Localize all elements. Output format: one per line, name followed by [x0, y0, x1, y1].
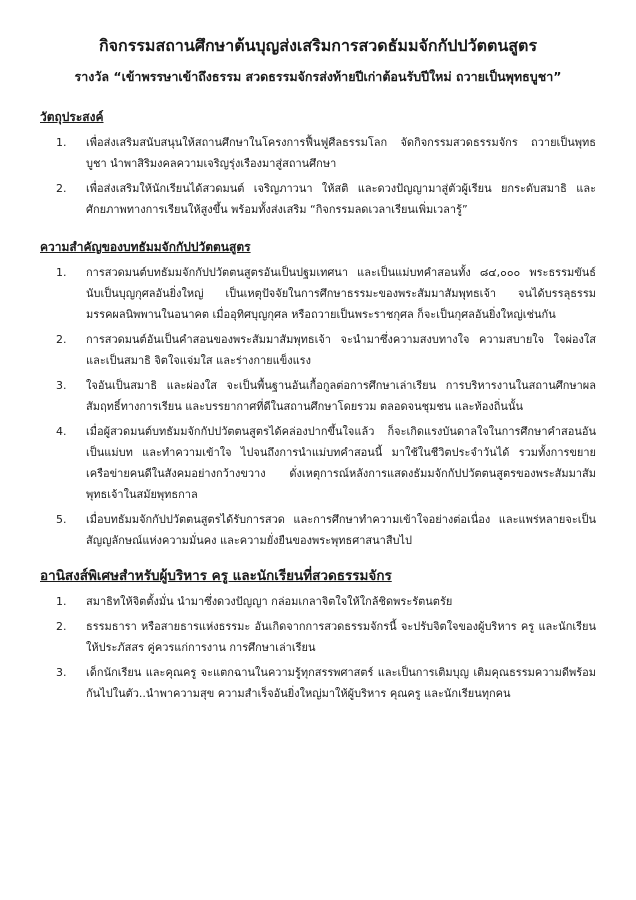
item-text: สมาธิทให้จิตตั้งมั่น นำมาซึ่งดวงปัญญา กล่อมเกลาจิตใจให้ใกล้ชิดพระรัตนตรัย: [86, 595, 453, 608]
item-number: 1.: [56, 595, 67, 608]
item-number: 1.: [56, 136, 67, 149]
list-item: [40, 421, 596, 505]
section-heading-objectives: วัตถุประสงค์: [40, 110, 104, 124]
item-number: 3.: [56, 379, 67, 392]
list-item: [40, 375, 596, 417]
list-item: [40, 329, 596, 371]
item-number: 1.: [56, 266, 67, 279]
section-heading-special-benefits: อานิสงส์พิเศษสำหรับผู้บริหาร ครู และนักเรียนที่สวดธรรมจักร: [40, 568, 392, 584]
item-text: ธรรมธารา หรือสายธารแห่งธรรมะ อันเกิดจากการสวดธรรมจักรนี้ จะปรับจิตใจของผู้บริหาร ครู และนักเรียน ให้ประภัสสร คู่ควรแก่การงาน การศึกษาเล่าเรียน: [86, 620, 596, 654]
list-item: [40, 662, 596, 704]
list-item: [40, 509, 596, 551]
list-item: [40, 591, 596, 612]
list-item: [40, 262, 596, 325]
section-importance: [40, 238, 596, 551]
item-text: การสวดมนต์อันเป็นคำสอนของพระสัมมาสัมพุทธเจ้า จะนำมาซึ่งความสงบทางใจ ความสบายใจ ใจผ่องใสและเป็นสมาธิ จิตใจแจ่มใส และร่างกายแข็งแรง: [86, 333, 596, 367]
list-item: [40, 178, 596, 220]
item-text: เพื่อส่งเสริมให้นักเรียนได้สวดมนต์ เจริญภาวนา ให้สติ และดวงปัญญามาสู่ตัวผู้เรียน ยกระดับสมาธิ และศักยภาพทางการเรียนให้สูงขึ้น พร้อมทั้งส่งเสริม “กิจกรรมลดเวลาเรียนเพิ่มเวลารู้”: [86, 182, 596, 216]
item-text: เด็กนักเรียน และคุณครู จะแตกฉานในความรู้ทุกสรรพศาสตร์ และเป็นการเติมบุญ เติมคุณธรรมความดีพร้อมกันไปในตัว..นำพาความสุข ความสำเร็จอันยิ่งใหญ่มาให้ผู้บริหาร คุณครู และนักเรียนทุกคน: [86, 666, 596, 700]
item-number: 5.: [56, 513, 67, 526]
item-number: 2.: [56, 620, 67, 633]
item-number: 2.: [56, 333, 67, 346]
benefits-list: [40, 591, 596, 704]
item-text: เมื่อผู้สวดมนต์บทธัมมจักกัปปวัตตนสูตรได้คล่องปากขึ้นใจแล้ว ก็จะเกิดแรงบันดาลใจในการศึกษาคำสอนอันเป็นแม่บท และทำความเข้าใจ ไปจนถึงการนำแม่บทคำสอนนี้ มาใช้ในชีวิตประจำวันได้ รวมทั้งการขยายเครือข่ายคนดีในสังคมอย่างกว้างขวาง ดั่งเหตุการณ์หลังการแสดงธัมมจักกัปปวัตตนสูตรของพระสัมมาสัมพุทธเจ้าในสมัยพุทธกาล: [86, 425, 596, 501]
list-item: [40, 132, 596, 174]
item-text: การสวดมนต์บทธัมมจักกัปปวัตตนสูตรอันเป็นปฐมเทศนา และเป็นแม่บทคำสอนทั้ง ๘๔,๐๐๐ พระธรรมขันธ์ นับเป็นบุญกุศลอันยิ่งใหญ่ เป็นเหตุปัจจัยในการศึกษาธรรมะของพระสัมมาสัมพุทธเจ้า จนได้บรรลุธรรมมรรคผลนิพพานในอนาคต เมื่ออุทิศบุญกุศล หรือถวายเป็นพระราชกุศล ก็จะเป็นกุศลอันยิ่งใหญ่เช่นกัน: [86, 266, 596, 321]
objectives-list: [40, 132, 596, 220]
item-number: 4.: [56, 425, 67, 438]
item-text: เพื่อส่งเสริมสนับสนุนให้สถานศึกษาในโครงการฟื้นฟูศีลธรรมโลก จัดกิจกรรมสวดธรรมจักร ถวายเป็นพุทธบูชา นำพาสิริมงคลความเจริญรุ่งเรืองมาสู่สถานศึกษา: [86, 136, 596, 170]
document-subtitle: รางวัล “เข้าพรรษาเข้าถึงธรรม สวดธรรมจักรส่งท้ายปีเก่าต้อนรับปีใหม่ ถวายเป็นพุทธบูชา”: [74, 69, 562, 84]
document-title: กิจกรรมสถานศึกษาต้นบุญส่งเสริมการสวดธัมมจักกัปปวัตตนสูตร: [98, 36, 538, 55]
importance-list: [40, 262, 596, 551]
item-text: เมื่อบทธัมมจักกัปปวัตตนสูตรได้รับการสวด และการศึกษาทำความเข้าใจอย่างต่อเนื่อง และแพร่หลายจะเป็นสัญญลักษณ์แห่งความมั่นคง และความยั่งยืนของพระพุทธศาสนาสืบไป: [86, 513, 596, 547]
section-heading-importance: ความสำคัญของบทธัมมจักกัปปวัตตนสูตร: [40, 240, 251, 254]
section-special-benefits: [40, 567, 596, 704]
item-number: 3.: [56, 666, 67, 679]
section-objectives: [40, 108, 596, 220]
item-text: ใจอันเป็นสมาธิ และผ่องใส จะเป็นพื้นฐานอันเกื้อกูลต่อการศึกษาเล่าเรียน การบริหารงานในสถานศึกษาผลสัมฤทธิ์ทางการเรียน และบรรยากาศที่ดีในสถานศึกษาโดยรวม ตลอดจนชุมชน และท้องถิ่นนั้น: [86, 379, 596, 413]
item-number: 2.: [56, 182, 67, 195]
list-item: [40, 616, 596, 658]
